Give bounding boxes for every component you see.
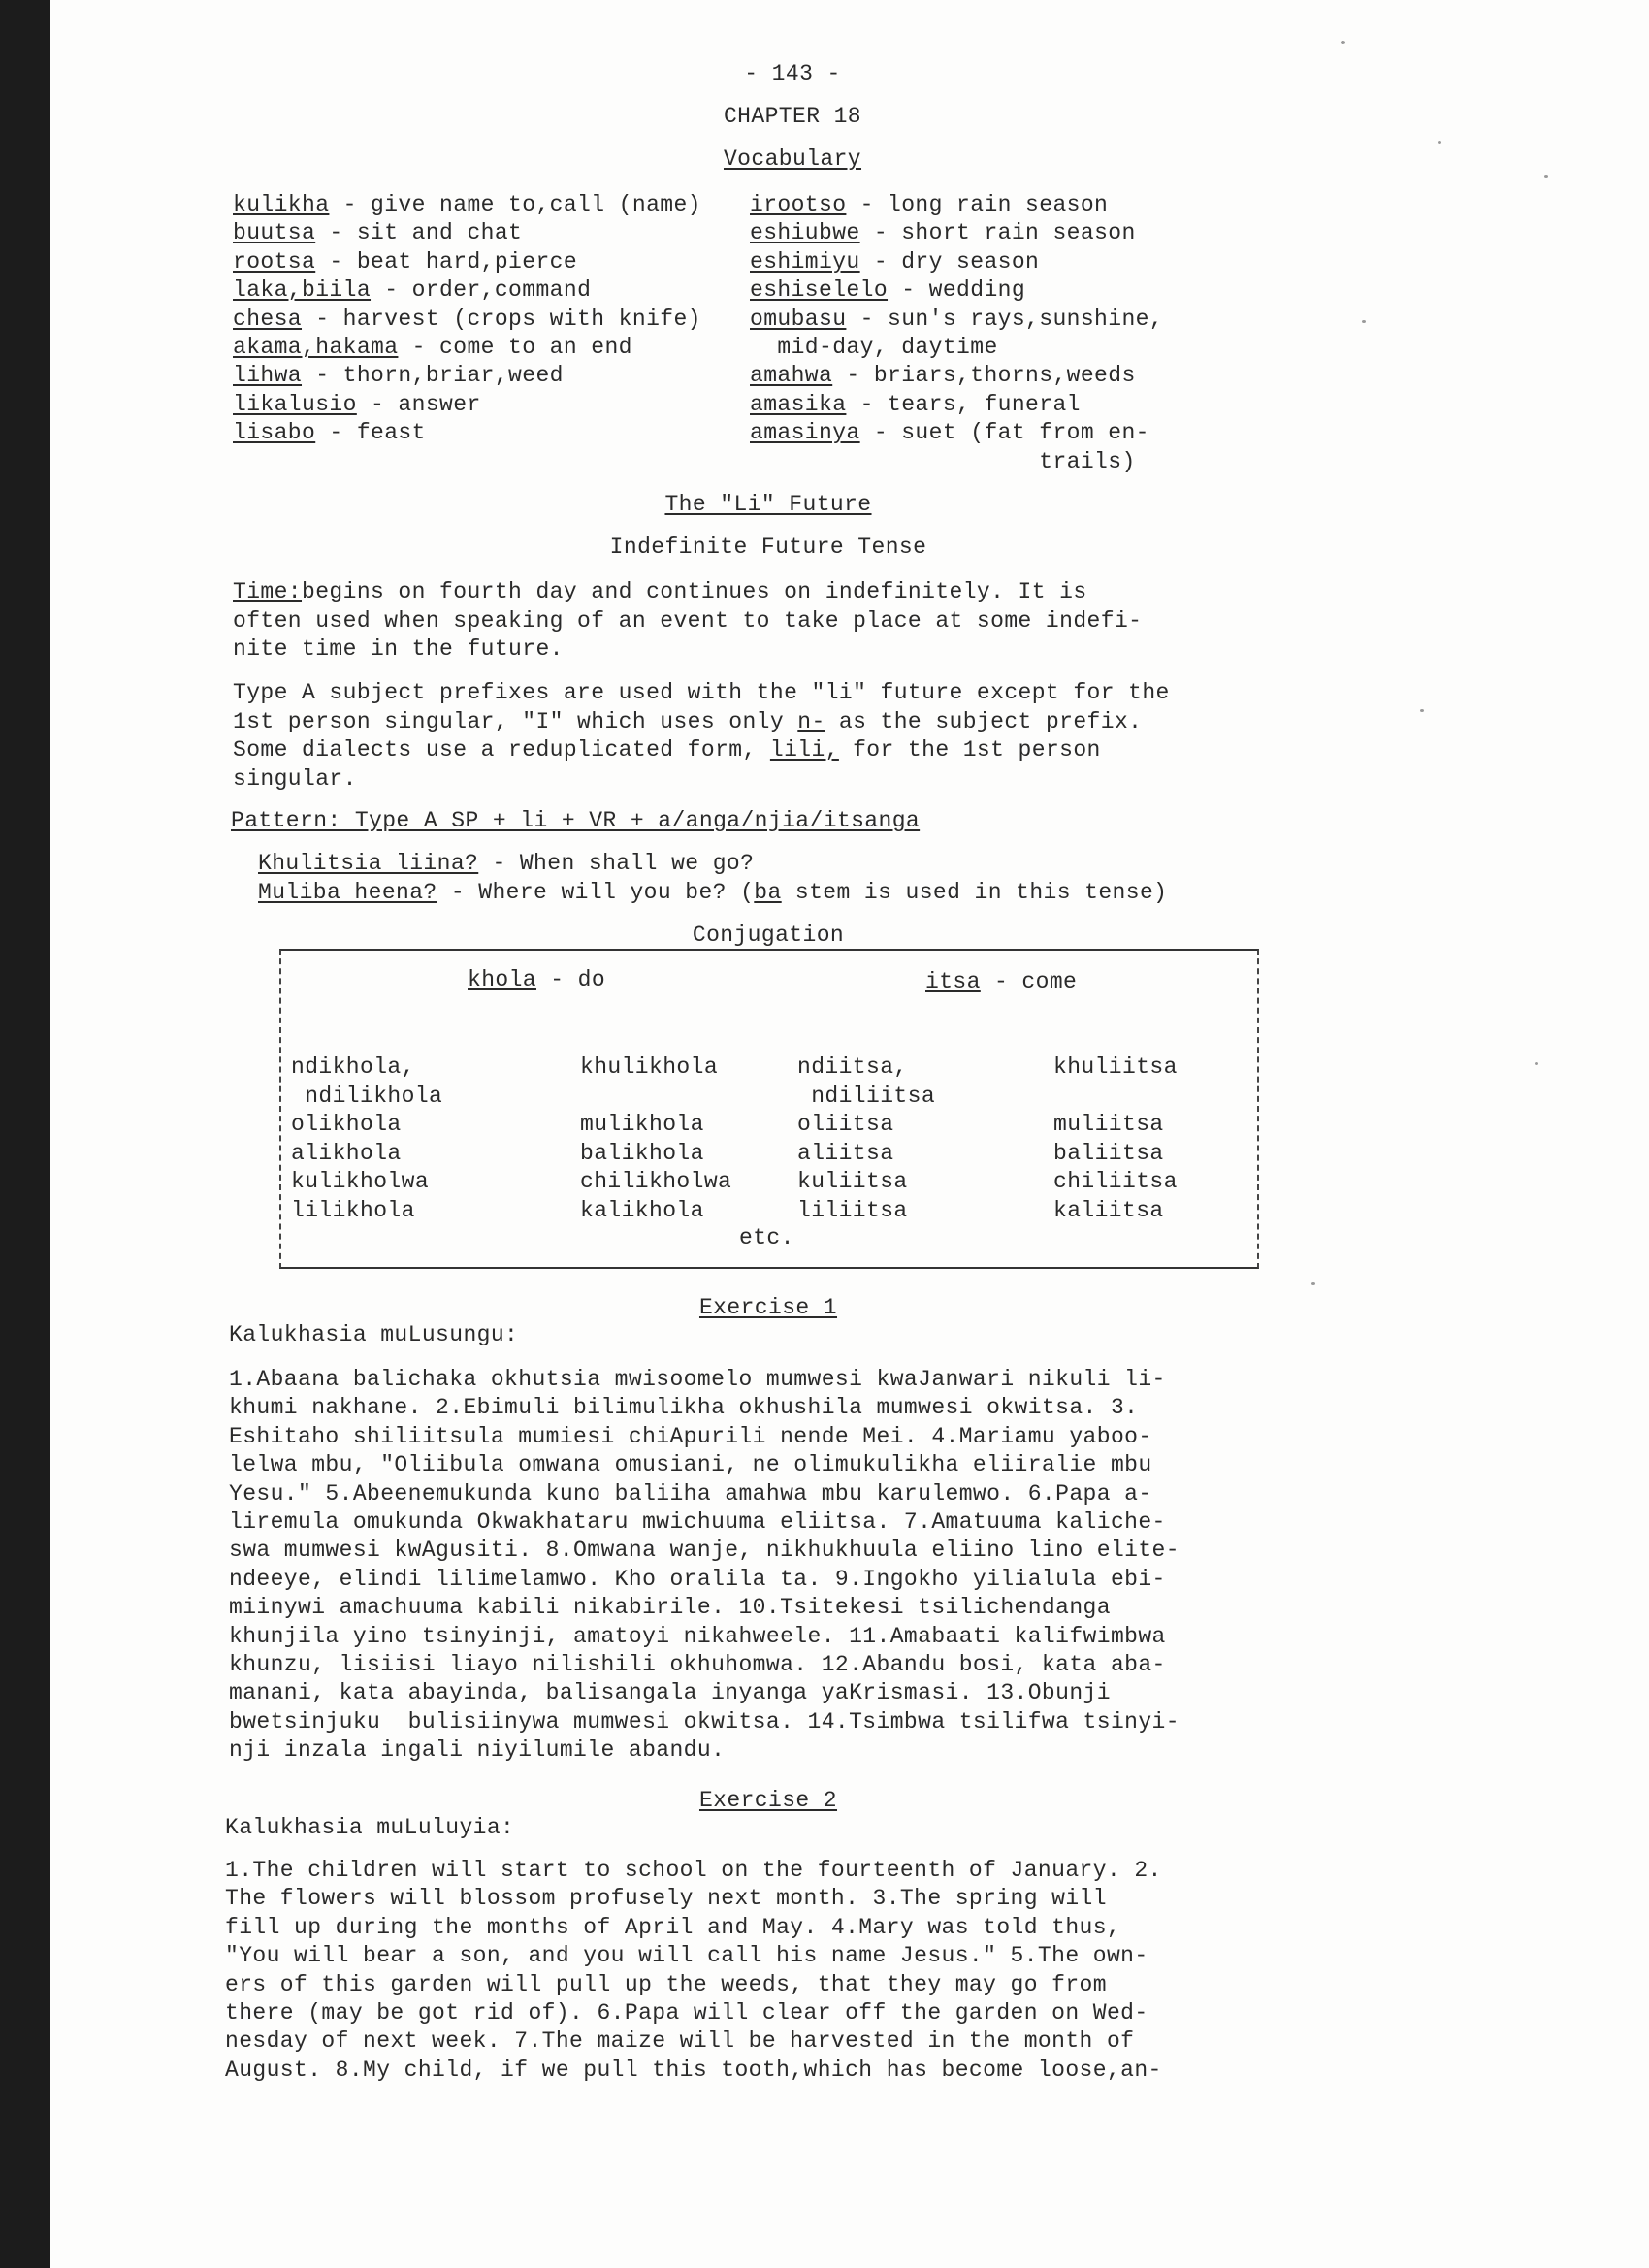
conj-col-khola-singular: ndikhola, ndilikhola olikhola alikhola kulikholwa lilikhola (291, 1054, 443, 1223)
vocab-term: rootsa (233, 248, 316, 275)
type-a-line-4: singular. (233, 765, 357, 792)
vocab-term: kulikha (233, 192, 330, 217)
vocab-left-entry (233, 219, 701, 247)
tense-subheading: Indefinite Future Tense (609, 535, 927, 560)
conj-col-itsa-singular: ndiitsa, ndiliitsa oliitsa aliitsa kuliitsa liliitsa (797, 1054, 936, 1223)
vocab-definition: - short rain season (859, 220, 1136, 246)
example-1 (258, 850, 754, 878)
type-a-n-prefix: n- (797, 708, 825, 734)
scan-speck (1341, 41, 1345, 44)
type-a-paragraph (233, 679, 1170, 794)
vocab-definition: - sit and chat (315, 220, 523, 246)
scan-speck (1420, 709, 1424, 712)
example-2-term: Muliba heena? (258, 880, 437, 905)
vocab-definition: - sun's rays,sunshine, (846, 306, 1164, 332)
vocab-term: irootso (750, 192, 847, 217)
vocab-term: amasinya (750, 420, 860, 446)
vocab-term: lisabo (233, 420, 316, 446)
vocab-left-entry (233, 248, 701, 276)
vocab-term: akama,hakama (233, 334, 399, 360)
itsa-term: itsa (925, 969, 981, 994)
example-1-term: Khulitsia liina? (258, 851, 479, 876)
vocab-term: omubasu (750, 306, 847, 332)
vocab-term: chesa (233, 306, 303, 332)
exercise-1-heading (594, 1294, 943, 1322)
vocab-right-entry (750, 362, 1163, 390)
scan-edge (0, 0, 50, 2268)
exercise-1-instruction: Kalukhasia muLusungu: (229, 1322, 519, 1347)
vocab-left-entry (233, 362, 701, 390)
vocab-definition: - harvest (crops with knife) (302, 306, 701, 332)
type-a-line-3-end: for the 1st person (838, 737, 1101, 763)
khola-gloss: - do (536, 967, 606, 992)
type-a-line-3: Some dialects use a reduplicated form, (233, 737, 770, 763)
vocab-right-entry (750, 276, 1163, 305)
vocab-term: lihwa (233, 363, 303, 389)
time-paragraph (233, 578, 1142, 664)
vocab-term: eshimiyu (750, 248, 860, 275)
scan-speck (1311, 1282, 1315, 1285)
exercise-1-heading-text: Exercise 1 (698, 1295, 838, 1320)
exercise-2-heading-text: Exercise 2 (698, 1788, 838, 1813)
itsa-header (925, 968, 1077, 996)
example-1-gloss: - When shall we go? (478, 851, 755, 876)
pattern-line (231, 807, 920, 835)
type-a-line-2-end: as the subject prefix. (824, 708, 1143, 734)
vocab-term: eshiubwe (750, 220, 860, 246)
vocabulary-heading (671, 146, 914, 174)
example-2-ba-stem: ba (754, 880, 782, 905)
vocab-term: amahwa (750, 363, 833, 389)
type-a-lili: lili, (769, 737, 839, 763)
conj-etc: etc. (739, 1225, 794, 1250)
khola-term: khola (468, 967, 537, 992)
type-a-line-2: 1st person singular, "I" which uses only (233, 708, 798, 734)
vocab-left-entry (233, 334, 701, 362)
conj-col-itsa-plural: khuliitsa muliitsa baliitsa chiliitsa kaliitsa (1053, 1054, 1178, 1223)
vocab-definition: - dry season (859, 248, 1040, 275)
vocab-left-entry (233, 306, 701, 334)
vocab-left-entry (233, 419, 701, 447)
exercise-2-text: 1.The children will start to school on the fourteenth of January. 2. The flowers will blossom profusely next month. 3.The spring will fill up during the months of April and May. 4.Mary was told thus, "You will bear a son, and you will call his name Jesus." 5.The own- ers of this garden will pull up the weeds, that they may go from there (may be got rid of). 6.Papa will clear off the garden on Wed- nesday of next week. 7.The maize will be harvested in the month of August. 8.My child, if we pull this tooth,which has become loose,an- (225, 1858, 1162, 2083)
example-2 (258, 879, 1167, 907)
vocab-left-entry (233, 191, 701, 219)
vocab-definition: - briars,thorns,weeds (832, 363, 1136, 389)
vocab-right-entry (750, 334, 1163, 362)
scan-speck (1362, 320, 1366, 323)
vocabulary-heading-text: Vocabulary (723, 146, 862, 172)
vocab-right-entry (750, 419, 1163, 447)
conj-col-khola-plural: khulikhola mulikhola balikhola chilikholwa kalikhola (580, 1054, 732, 1223)
vocab-right-entry (750, 191, 1163, 219)
scan-speck (1535, 1062, 1538, 1065)
vocab-definition: - tears, funeral (846, 391, 1081, 417)
vocabulary-left-column (233, 191, 701, 448)
vocab-definition: - feast (315, 420, 426, 446)
scan-speck (1544, 175, 1548, 178)
khola-header (468, 966, 605, 994)
vocab-right-entry (750, 306, 1163, 334)
vocab-definition: - thorn,briar,weed (302, 363, 564, 389)
vocab-definition: - beat hard,pierce (315, 248, 578, 275)
conjugation-heading: Conjugation (692, 923, 845, 948)
vocab-term: amasika (750, 391, 847, 417)
vocab-term: eshiselelo (750, 277, 889, 304)
vocab-definition: - wedding (888, 277, 1026, 304)
li-future-heading-text: The "Li" Future (664, 492, 872, 517)
vocab-left-entry (233, 391, 701, 419)
vocab-term: laka,biila (233, 277, 372, 304)
type-a-line-1: Type A subject prefixes are used with the "li" future except for the (233, 680, 1170, 705)
itsa-gloss: - come (980, 969, 1078, 994)
conjugation-table (279, 949, 1259, 1269)
example-2-gloss: - Where will you be? ( (436, 880, 755, 905)
vocab-definition: - order,command (371, 277, 592, 304)
time-text: begins on fourth day and continues on indefinitely. It is often used when speaking of an event to take place at some indefi- nite time in the future. (233, 579, 1143, 663)
li-future-heading (565, 491, 972, 519)
vocab-right-entry (750, 448, 1163, 476)
document-page (50, 0, 1649, 2268)
example-2-gloss-end: stem is used in this tense) (781, 880, 1168, 905)
exercise-1-text: 1.Abaana balichaka okhutsia mwisoomelo mumwesi kwaJanwari nikuli li- khumi nakhane. 2.Ebimuli bilimulikha okhushila mumwesi okwitsa. 3. Eshitaho shiliitsula mumiesi chiApurili nende Mei. 4.Mariamu yaboo- lelwa mbu, "Oliibula omwana omusiani, ne olimukulikha eliiralie mbu Yesu." 5.Abeenemukunda kuno baliiha amahwa mbu karulemwo. 6.Papa a- liremula omukunda Okwakhataru mwichuuma eliitsa. 7.Amatuuma kaliche- swa mumwesi kwAgusiti. 8.Omwana wanje, nikhukhuula eliino lino elite- ndeeye, elindi lilimelamwo. Kho oralila ta. 9.Ingokho yilialula ebi- miinywi amachuuma kabili nikabirile. 10.Tsitekesi tsilichendanga khunjila yino tsinyinji, amatoyi nikahweele. 11.Amabaati kalifwimbwa khunzu, lisiisi liayo nilishili okhuhomwa. 12.Abandu bosi, kata aba- manani, kata abayinda, balisangala inyanga yaKrismasi. 13.Obunji bwetsinjuku bulisiinywa mumwesi okwitsa. 14.Tsimbwa tsilifwa tsinyi- nji inzala ingali niyilumile abandu. (229, 1367, 1180, 1764)
vocabulary-right-column (750, 191, 1163, 476)
chapter-title: CHAPTER 18 (723, 104, 862, 129)
exercise-2-heading (594, 1787, 943, 1815)
scan-speck (1438, 141, 1441, 144)
vocab-right-entry (750, 219, 1163, 247)
vocab-definition: - come to an end (398, 334, 632, 360)
time-label: Time: (233, 579, 303, 604)
vocab-definition: trails) (750, 448, 1136, 474)
vocab-definition: - suet (fat from en- (859, 420, 1149, 446)
vocab-term: buutsa (233, 220, 316, 246)
vocab-left-entry (233, 276, 701, 305)
pattern-text: Pattern: Type A SP + li + VR + a/anga/njia/itsanga (231, 808, 921, 833)
vocab-right-entry (750, 248, 1163, 276)
vocab-term: likalusio (233, 391, 357, 417)
vocab-definition: - long rain season (846, 192, 1109, 217)
vocab-right-entry (750, 391, 1163, 419)
vocab-definition: mid-day, daytime (750, 334, 998, 360)
exercise-2-instruction: Kalukhasia muLuluyia: (225, 1815, 515, 1840)
vocab-definition: - answer (356, 391, 481, 417)
vocab-definition: - give name to,call (name) (329, 192, 701, 217)
page-number: - 143 - (744, 61, 841, 86)
